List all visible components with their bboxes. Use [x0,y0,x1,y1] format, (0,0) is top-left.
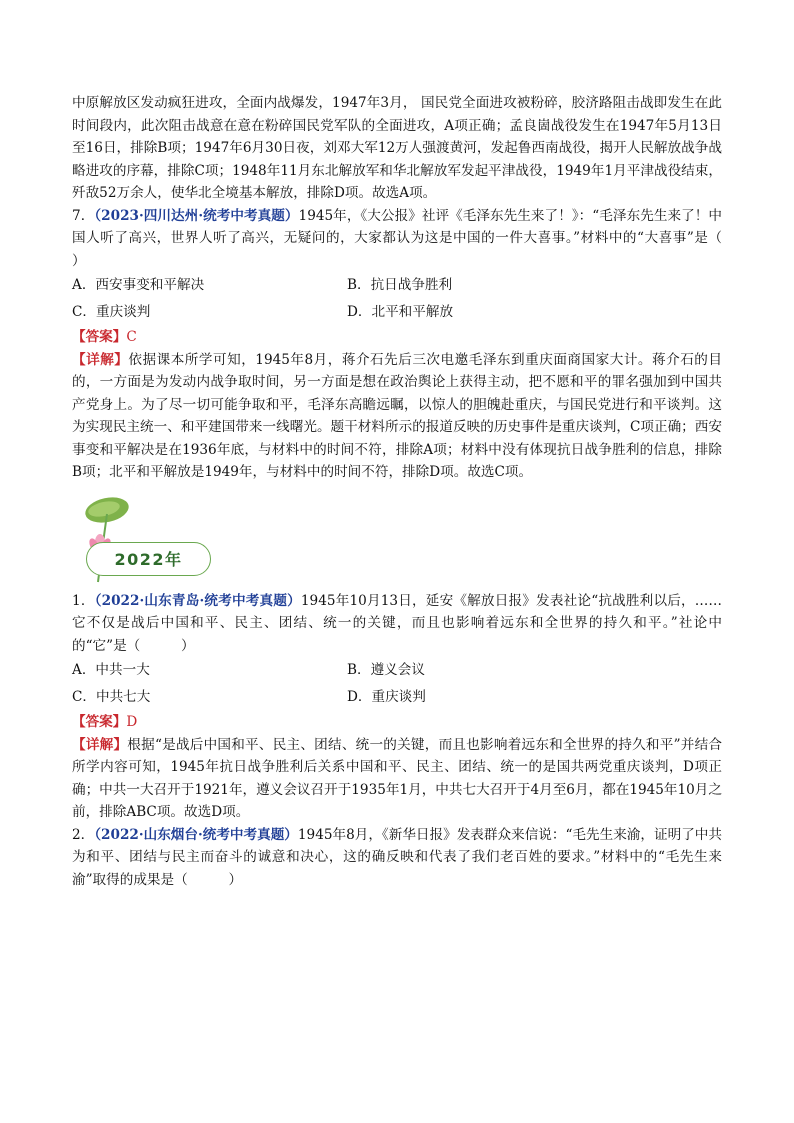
year-banner [72,490,722,590]
question-source: （2022·山东烟台·统考中考真题） [94,826,298,843]
option-a: A．西安事变和平解决 [72,277,205,293]
option-c: C．重庆谈判 [72,304,151,320]
option-b: B．遵义会议 [347,662,425,678]
page-content [72,92,763,891]
option-d: D．重庆谈判 [347,689,426,705]
answer-label: 【答案】 [72,329,127,345]
question-number: 1． [72,592,95,609]
year-label: 2022年 [86,542,211,576]
question-2 [72,824,722,892]
question-number: 7． [72,207,95,224]
intro-paragraph: 中原解放区发动疯狂进攻，全面内战爆发，1947年3月， 国民党全面进攻被粉碎，胶济路阻击战即发生在此时间段内，此次阻击战意在意在粉碎国民党军队的全面进攻，A项正确；孟良崮战役发生在1947年5月13日至16日，排除B项；1947年6月30日夜，刘邓大军12万人强渡黄河，发起鲁西南战役，揭开人民解放战争战略进攻的序幕，排除C项；1948年11月东北解放军和华北解放军发起平津战役，1949年1月平津战役结束，歼敌52万余人，使华北全境基本解放，排除D项。故选A项。 [72,95,722,201]
question-number: 2． [72,826,95,843]
option-d: D．北平和平解放 [347,304,454,320]
answer-value: C [126,329,137,345]
detail-label: 【详解】 [72,351,129,368]
option-b: B．抗日战争胜利 [347,277,453,293]
detail-text: 依据课本所学可知，1945年8月，蒋介石先后三次电邀毛泽东到重庆面商国家大计。蒋介石的目的，一方面是为发动内战争取时间，另一方面是想在政治舆论上获得主动，把不愿和平的罪名强加到中国共产党身上。为了尽一切可能争取和平，毛泽东高瞻远瞩，以惊人的胆魄赴重庆，与国民党进行和平谈判。这为实现民主统一、和平建国带来一线曙光。题干材料所示的报道反映的历史事件是重庆谈判，C项正确；西安事变和平解决是在1936年底，与材料中的时间不符，排除A项；材料中没有体现抗日战争胜利的信息，排除B项；北平和平解放是1949年，与材料中的时间不符，排除D项。故选C项。 [72,351,723,480]
detail-q1 [72,734,722,824]
detail-text: 根据“是战后中国和平、民主、团结、统一的关键，而且也影响着远东和全世界的持久和平”并结合所学内容可知，1945年抗日战争胜利后关系中国和平、民主、团结、统一的是国共两党重庆谈判，D项正确；中共一大召开于1921年，遵义会议召开于1935年1月，中共七大召开于4月至6月，都在1945年10月之前，排除ABC项。故选D项。 [72,736,722,820]
question-1 [72,590,722,658]
question-stem: 1945年10月13日，延安《解放日报》发表社论“抗战胜利以后，……它不仅是战后中国和平、民主、团结、统一的关键，而且也影响着远东和全世界的持久和平。”社论中的“它”是（ ） [72,592,722,654]
answer-q7 [72,326,722,349]
detail-q7 [72,349,722,484]
question-source: （2023·四川达州·统考中考真题） [94,207,299,224]
detail-label: 【详解】 [72,736,128,753]
option-a: A．中共一大 [72,662,150,678]
answer-label: 【答案】 [72,714,127,730]
question-7 [72,205,763,273]
question-stem: 1945年，《大公报》社评《毛泽东先生来了！》：“毛泽东先生来了！中国人听了高兴，世界人听了高兴，无疑问的，大家都认为这是中国的一件大喜事。”材料中的“大喜事”是（ ） [72,207,763,269]
answer-q1 [72,711,722,734]
question-stem: 1945年8月，《新华日报》发表群众来信说：“毛先生来渝，证明了中共为和平、团结与民主而奋斗的诚意和决心，这的确反映和代表了我们老百姓的要求。”材料中的“毛先生来渝”取得的成果是（ ） [72,826,722,888]
question-source: （2022·山东青岛·统考中考真题） [94,592,301,609]
option-c: C．中共七大 [72,689,151,705]
options-q1 [72,657,722,711]
options-q7 [72,272,722,326]
answer-value: D [126,714,138,730]
